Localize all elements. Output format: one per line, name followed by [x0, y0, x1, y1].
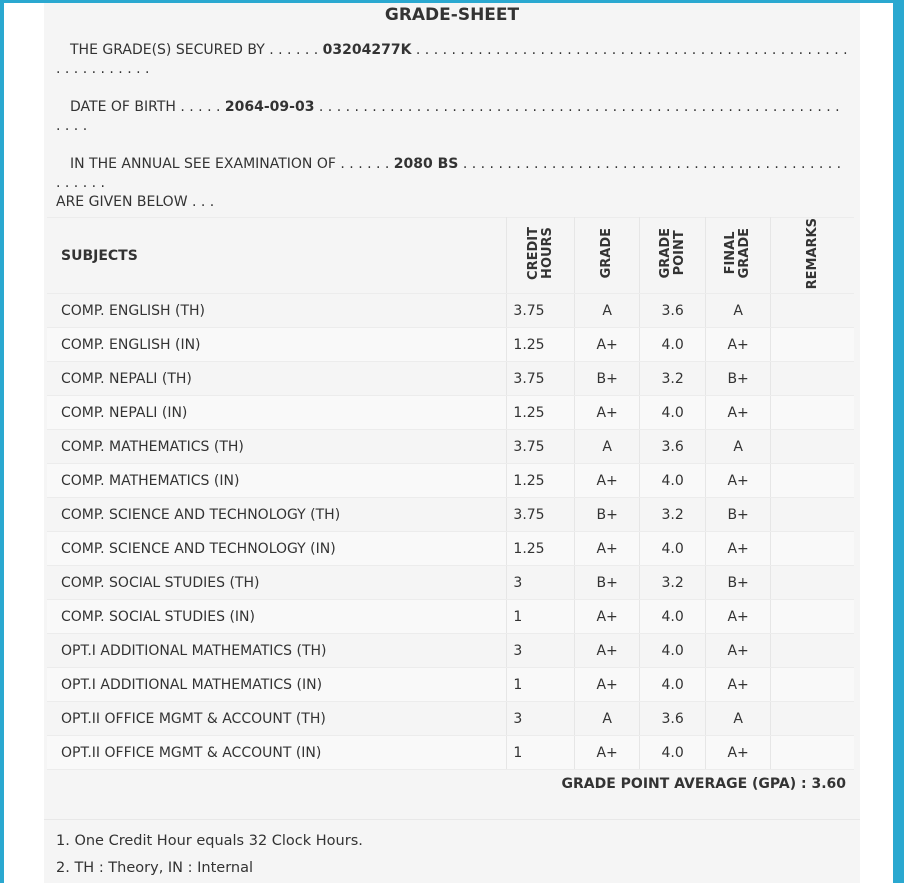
grade-point-cell: 3.6	[640, 702, 705, 736]
table-row	[47, 328, 854, 362]
grade-cell: A+	[574, 328, 639, 362]
table-row	[47, 430, 854, 464]
grade-cell: A+	[574, 668, 639, 702]
grade-point-cell: 4.0	[640, 668, 705, 702]
exam-line: IN THE ANNUAL SEE EXAMINATION OF . . . . . . 2080 BS . . . . . . . . . . . . . . . . . . . . . . . . . . . . . . . . . . . . . . . . . . . . . . . . . ARE GIVEN BELOW . . .	[56, 156, 842, 210]
subject-cell: COMP. NEPALI (IN)	[47, 396, 507, 430]
grade-cell: A+	[574, 600, 639, 634]
dob-value: 2064-09-03	[224, 99, 315, 115]
remarks-cell	[771, 736, 854, 770]
grade-sheet	[44, 3, 860, 883]
remarks-cell	[771, 362, 854, 396]
grade-cell: A	[574, 430, 639, 464]
dob-line: DATE OF BIRTH . . . . . 2064-09-03 . . . . . . . . . . . . . . . . . . . . . . . . . . . . . . . . . . . . . . . . . . . . . . . . . . . . . . . . . . . . . . .	[56, 99, 840, 134]
subject-cell: COMP. MATHEMATICS (IN)	[47, 464, 507, 498]
grade-cell: A+	[574, 736, 639, 770]
window-frame-left	[0, 0, 4, 883]
table-row	[47, 532, 854, 566]
final-grade-cell: A	[705, 294, 770, 328]
note-credit-hour: 1. One Credit Hour equals 32 Clock Hours.	[56, 833, 363, 849]
grade-point-cell: 3.6	[640, 294, 705, 328]
header-grade: GRADE	[574, 218, 639, 294]
table-row	[47, 566, 854, 600]
table-row	[47, 668, 854, 702]
final-grade-cell: A+	[705, 464, 770, 498]
remarks-cell	[771, 396, 854, 430]
remarks-cell	[771, 294, 854, 328]
remarks-cell	[771, 328, 854, 362]
divider	[44, 819, 860, 820]
remarks-cell	[771, 600, 854, 634]
exam-label: IN THE ANNUAL SEE EXAMINATION OF	[70, 156, 336, 172]
remarks-cell	[771, 464, 854, 498]
grade-point-cell: 4.0	[640, 328, 705, 362]
header-subjects: SUBJECTS	[47, 218, 507, 294]
secured-by-value: 03204277K	[322, 42, 412, 58]
subject-cell: COMP. ENGLISH (IN)	[47, 328, 507, 362]
grade-point-cell: 4.0	[640, 736, 705, 770]
final-grade-cell: A+	[705, 668, 770, 702]
credit-hours-cell: 1.25	[507, 396, 575, 430]
subject-cell: COMP. MATHEMATICS (TH)	[47, 430, 507, 464]
final-grade-cell: A+	[705, 396, 770, 430]
remarks-cell	[771, 430, 854, 464]
header-credit-hours: CREDIT HOURS	[507, 218, 575, 294]
dob-label: DATE OF BIRTH	[70, 99, 176, 115]
final-grade-cell: B+	[705, 498, 770, 532]
table-row	[47, 396, 854, 430]
credit-hours-cell: 1	[507, 668, 575, 702]
table-row	[47, 736, 854, 770]
table-row	[47, 464, 854, 498]
grade-cell: A	[574, 294, 639, 328]
grade-point-cell: 3.2	[640, 566, 705, 600]
table-row	[47, 600, 854, 634]
final-grade-cell: A	[705, 430, 770, 464]
final-grade-cell: A+	[705, 600, 770, 634]
credit-hours-cell: 3.75	[507, 430, 575, 464]
note-legend: 2. TH : Theory, IN : Internal	[56, 860, 254, 876]
remarks-cell	[771, 566, 854, 600]
remarks-cell	[771, 498, 854, 532]
credit-hours-cell: 1.25	[507, 464, 575, 498]
grade-cell: A+	[574, 464, 639, 498]
grade-cell: B+	[574, 566, 639, 600]
window-frame-right	[893, 0, 904, 883]
grade-point-cell: 4.0	[640, 600, 705, 634]
grade-point-cell: 4.0	[640, 464, 705, 498]
table-row	[47, 362, 854, 396]
subject-cell: COMP. NEPALI (TH)	[47, 362, 507, 396]
final-grade-cell: B+	[705, 362, 770, 396]
grade-point-cell: 3.6	[640, 430, 705, 464]
final-grade-cell: A+	[705, 328, 770, 362]
remarks-cell	[771, 532, 854, 566]
subject-cell: OPT.I ADDITIONAL MATHEMATICS (IN)	[47, 668, 507, 702]
grade-cell: B+	[574, 498, 639, 532]
subject-cell: OPT.I ADDITIONAL MATHEMATICS (TH)	[47, 634, 507, 668]
final-grade-cell: A+	[705, 634, 770, 668]
credit-hours-cell: 3	[507, 566, 575, 600]
grade-point-cell: 3.2	[640, 362, 705, 396]
remarks-cell	[771, 702, 854, 736]
subject-cell: COMP. SCIENCE AND TECHNOLOGY (TH)	[47, 498, 507, 532]
exam-value: 2080 BS	[393, 156, 459, 172]
grade-cell: A+	[574, 634, 639, 668]
final-grade-cell: A+	[705, 532, 770, 566]
grade-point-cell: 3.2	[640, 498, 705, 532]
grade-cell: B+	[574, 362, 639, 396]
subject-cell: COMP. ENGLISH (TH)	[47, 294, 507, 328]
header-grade-point: GRADE POINT	[640, 218, 705, 294]
given-below-text: ARE GIVEN BELOW . . .	[56, 194, 215, 210]
grades-table	[47, 217, 854, 770]
subject-cell: COMP. SOCIAL STUDIES (IN)	[47, 600, 507, 634]
final-grade-cell: A	[705, 702, 770, 736]
final-grade-cell: A+	[705, 736, 770, 770]
subject-cell: COMP. SOCIAL STUDIES (TH)	[47, 566, 507, 600]
grade-point-cell: 4.0	[640, 396, 705, 430]
credit-hours-cell: 3.75	[507, 294, 575, 328]
grade-cell: A+	[574, 532, 639, 566]
table-row	[47, 294, 854, 328]
gpa-summary: GRADE POINT AVERAGE (GPA) : 3.60	[561, 776, 846, 792]
header-final-grade: FINAL GRADE	[705, 218, 770, 294]
credit-hours-cell: 1.25	[507, 532, 575, 566]
secured-by-line: THE GRADE(S) SECURED BY . . . . . . 03204277K . . . . . . . . . . . . . . . . . . . . . . . . . . . . . . . . . . . . . . . . . . . . . . . . . . . . . . . . . . . .	[56, 42, 848, 77]
grade-cell: A	[574, 702, 639, 736]
table-row	[47, 634, 854, 668]
subject-cell: OPT.II OFFICE MGMT & ACCOUNT (IN)	[47, 736, 507, 770]
subject-cell: COMP. SCIENCE AND TECHNOLOGY (IN)	[47, 532, 507, 566]
table-header-row	[47, 218, 854, 294]
grade-point-cell: 4.0	[640, 634, 705, 668]
credit-hours-cell: 3.75	[507, 498, 575, 532]
grade-cell: A+	[574, 396, 639, 430]
credit-hours-cell: 3	[507, 702, 575, 736]
grade-point-cell: 4.0	[640, 532, 705, 566]
subject-cell: OPT.II OFFICE MGMT & ACCOUNT (TH)	[47, 702, 507, 736]
credit-hours-cell: 1	[507, 600, 575, 634]
final-grade-cell: B+	[705, 566, 770, 600]
remarks-cell	[771, 634, 854, 668]
page-title: GRADE-SHEET	[384, 5, 520, 25]
header-remarks: REMARKS	[771, 218, 854, 294]
remarks-cell	[771, 668, 854, 702]
secured-by-label: THE GRADE(S) SECURED BY	[70, 42, 265, 58]
table-row	[47, 702, 854, 736]
credit-hours-cell: 1.25	[507, 328, 575, 362]
credit-hours-cell: 1	[507, 736, 575, 770]
credit-hours-cell: 3	[507, 634, 575, 668]
credit-hours-cell: 3.75	[507, 362, 575, 396]
table-row	[47, 498, 854, 532]
